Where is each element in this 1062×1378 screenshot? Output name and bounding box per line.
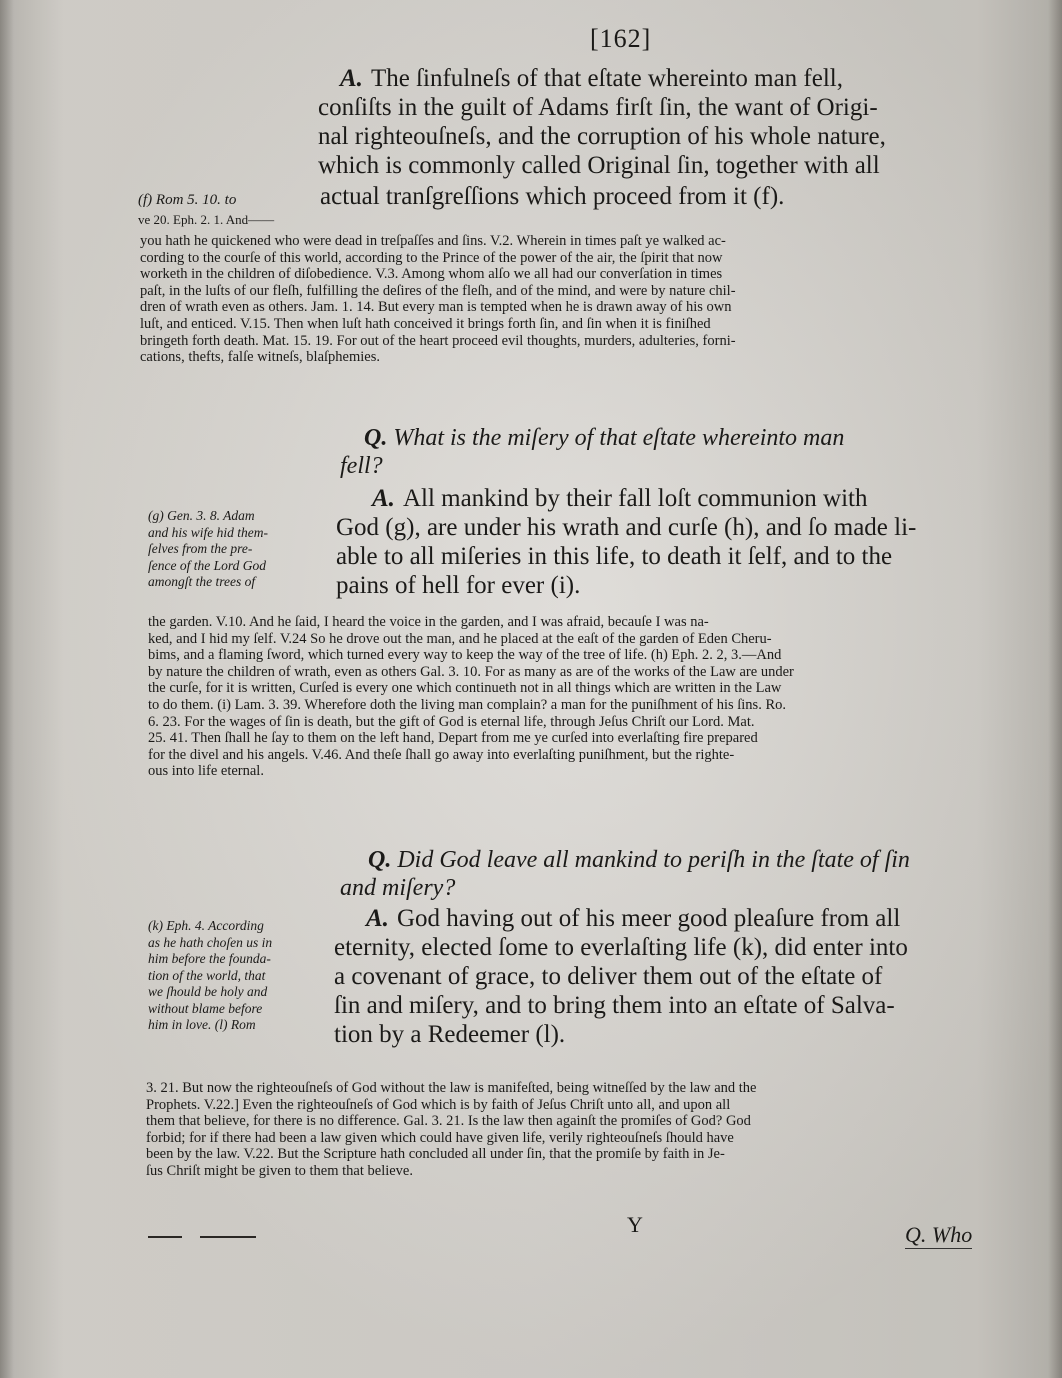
answer-3-line-4: ſin and miſery, and to bring them into an eſtate of Salva-: [334, 992, 895, 1019]
footnote-line: 25. 41. Then ſhall he ſay to them on the left hand, Depart from me ye curſed into everlaſting fire prepared: [148, 730, 758, 747]
question-2-line-1: What is the miſery of that eſtate whereinto man: [393, 425, 845, 451]
footnote-line: 6. 23. For the wages of ſin is death, but the gift of God is eternal life, through Jeſus Chriſt our Lord. Mat.: [148, 713, 755, 730]
footnote-line: bims, and a flaming ſword, which turned every way to keep the way of the tree of life. (h) Eph. 2. 2, 3.—And: [148, 647, 782, 664]
footnote-line: cording to the courſe of this world, according to the Prince of the power of the air, the ſpirit that now: [140, 249, 723, 266]
footer-rule: [148, 1236, 182, 1238]
answer-marker: A.: [340, 65, 363, 92]
answer-3-line-1: God having out of his meer good pleaſure from all: [396, 905, 901, 932]
answer-marker: A.: [372, 485, 395, 512]
footnote-line: ſus Chriſt might be given to them that believe.: [146, 1162, 413, 1179]
footer-rule: [200, 1236, 256, 1238]
side-note-k: (k) Eph. 4. According as he hath choſen us in him before the founda- tion of the world, that we ſhould be holy and without blame before him in love. (l) Rom: [148, 918, 273, 1032]
answer-2-line-4: pains of hell for ever (i).: [336, 572, 581, 599]
footnote-line: 3. 21. But now the righteouſneſs of God without the law is manifeſted, being witneſſed by the law and the: [146, 1080, 757, 1096]
footnote-line: by nature the children of wrath, even as others Gal. 3. 10. For as many as are of the works of the Law are under: [148, 663, 794, 680]
footnote-line: the garden. V.10. And he ſaid, I heard the voice in the garden, and I was afraid, becauſe I was na-: [148, 614, 709, 630]
question-marker: Q.: [368, 847, 392, 873]
footnote-line: you hath he quickened who were dead in treſpaſſes and ſins. V.2. Wherein in times paſt ye walked ac-: [140, 233, 726, 249]
answer-2-line-3: able to all miſeries in this life, to death it ſelf, and to the: [336, 543, 893, 570]
footnote-block-2: [148, 614, 993, 780]
answer-1-body: [318, 64, 1018, 180]
question-2-line-2: fell?: [340, 453, 383, 479]
footnote-line: cations, thefts, falſe witneſs, blaſphemies.: [140, 349, 380, 366]
footnote-line: forbid; for if there had been a law given which could have given life, verily righteouſneſs ſhould have: [146, 1129, 734, 1146]
answer-1-line-4: which is commonly called Original ſin, together with all: [318, 152, 880, 179]
question-3-line-1: Did God leave all mankind to periſh in the ſtate of ſin: [397, 847, 910, 873]
footnote-line: bringeth forth death. Mat. 15. 19. For out of the heart proceed evil thoughts, murders, adulteries, forni-: [140, 332, 736, 349]
page-gutter-shadow: [0, 0, 14, 1378]
page-number: [162]: [590, 24, 652, 53]
note-ref-f-continued: ve 20. Eph. 2. 1. And——: [138, 212, 275, 227]
footnote-line: ous into life eternal.: [148, 763, 264, 780]
question-3-line-2: and miſery?: [340, 875, 456, 901]
answer-3-line-3: a covenant of grace, to deliver them out of the eſtate of: [334, 963, 883, 990]
footnote-line: been by the law. V.22. But the Scripture hath concluded all under ſin, that the promiſe by faith in Je-: [146, 1146, 725, 1163]
answer-2-body: [336, 484, 996, 600]
answer-1-line-3: nal righteouſneſs, and the corruption of his whole nature,: [318, 123, 886, 150]
question-marker: Q.: [364, 425, 388, 451]
note-ref-f: (f) Rom 5. 10. to: [138, 192, 237, 208]
footnote-line: ked, and I hid my ſelf. V.24 So he drove out the man, and he placed at the eaſt of the garden of Eden Cheru-: [148, 630, 772, 647]
footnote-line: to do them. (i) Lam. 3. 39. Wherefore doth the living man complain? a man for the puniſhment of his ſins. Ro.: [148, 696, 786, 713]
side-note-g: (g) Gen. 3. 8. Adam and his wife hid them- ſelves from the pre- ſence of the Lord God amongſt the trees of: [148, 508, 268, 589]
answer-1-line-5: actual tranſgreſſions which proceed from it (f).: [320, 183, 785, 210]
answer-3-line-5: tion by a Redeemer (l).: [334, 1021, 566, 1048]
footnote-line: worketh in the children of diſobedience. V.3. Among whom alſo we all had our converſation in times: [140, 266, 723, 283]
answer-1-line-1: A. The ſinfulneſs of that eſtate whereinto man fell,: [340, 65, 843, 92]
footnote-block-3: [146, 1080, 994, 1180]
answer-1-line-2: conſiſts in the guilt of Adams firſt ſin, the want of Origi-: [318, 94, 878, 121]
footnote-line: paſt, in the luſts of our fleſh, fulfilling the deſires of the fleſh, and of the mind, and were by nature chil-: [140, 282, 736, 299]
footnote-line: the curſe, for it is written, Curſed is every one which continueth not in all things which are written in the Law: [148, 680, 782, 697]
footnote-line: them that believe, for there is no difference. Gal. 3. 21. Is the law then againſt the promiſes of God? God: [146, 1113, 751, 1130]
question-3: [340, 846, 1000, 902]
answer-3-line-2: eternity, elected ſome to everlaſting life (k), did enter into: [334, 934, 908, 961]
footnote-line: Prophets. V.22.] Even the righteouſneſs of God which is by faith of Jeſus Chriſt unto all, and upon all: [146, 1096, 731, 1113]
answer-2-line-1: All mankind by their fall loſt communion with: [402, 485, 868, 512]
question-2: [340, 424, 1000, 480]
answer-2-line-2: God (g), are under his wrath and curſe (h), and ſo made li-: [336, 514, 917, 541]
catchword: Q. Who: [905, 1222, 973, 1247]
answer-3-body: [334, 904, 999, 1049]
footnote-block-1: [140, 233, 990, 366]
signature-mark: Y: [627, 1212, 643, 1237]
page-edge-shadow: [1048, 0, 1062, 1378]
footnote-line: for the divel and his angels. V.46. And theſe ſhall go away into everlaſting puniſhment, but the righte-: [148, 746, 735, 763]
footnote-line: dren of wrath even as others. Jam. 1. 14. But every man is tempted when he is drawn away of his own: [140, 299, 732, 316]
answer-marker: A.: [366, 905, 389, 932]
footnote-line: luſt, and enticed. V.15. Then when luſt hath conceived it brings forth ſin, and ſin when it is finiſhed: [140, 315, 711, 332]
